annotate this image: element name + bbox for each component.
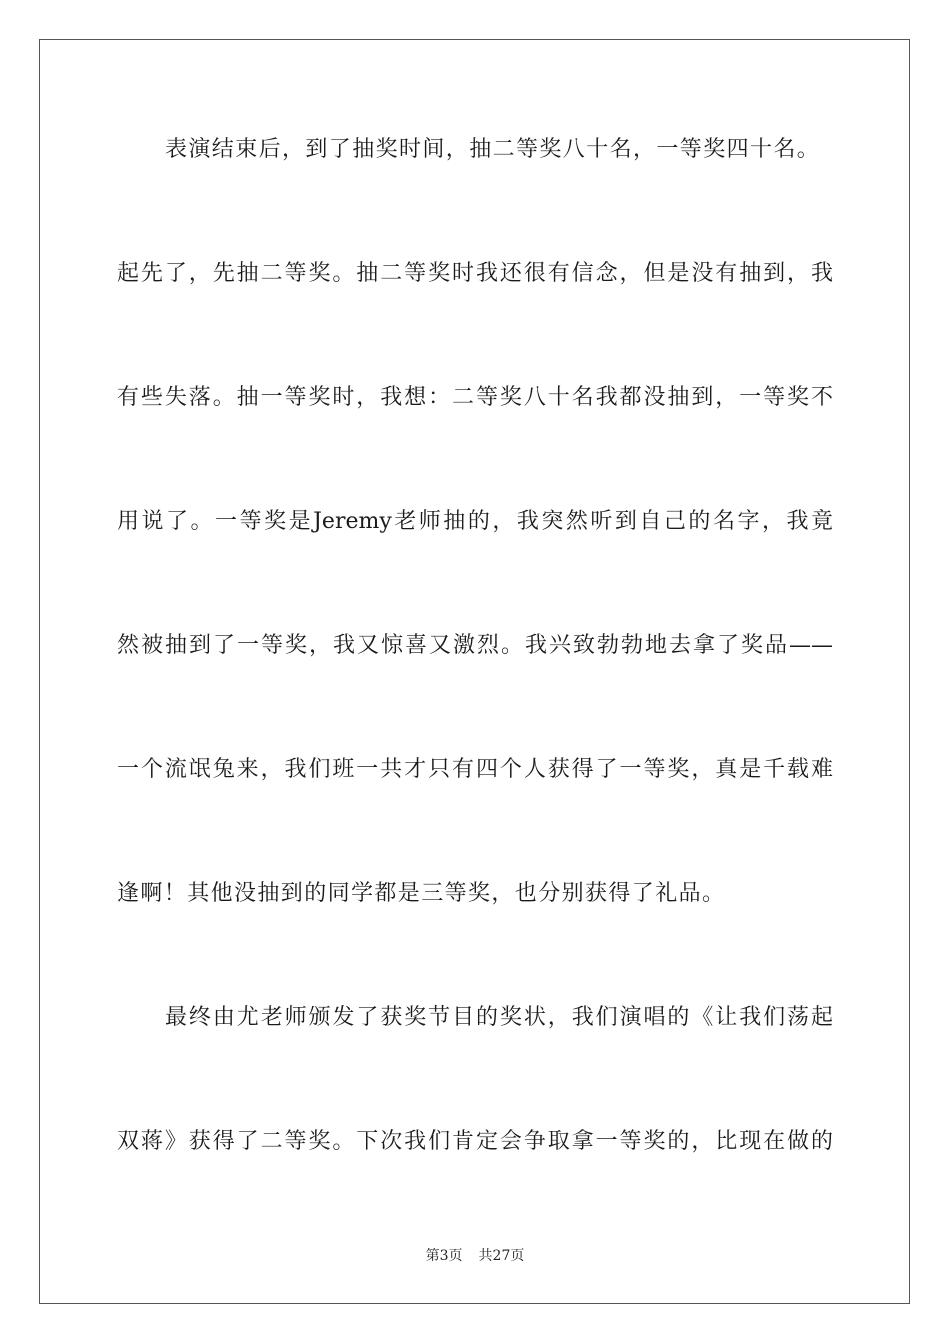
paragraph-line-1: 表演结束后，到了抽奖时间，抽二等奖八十名，一等奖四十名。 (165, 137, 821, 162)
page-footer (0, 1245, 950, 1265)
paragraph-line-3: 有些失落。抽一等奖时，我想：二等奖八十名我都没抽到，一等奖不 (117, 385, 833, 410)
paragraph-line-7: 逢啊！其他没抽到的同学都是三等奖，也分别获得了礼品。 (117, 881, 726, 906)
page-total: 共27页 (478, 1248, 525, 1264)
paragraph-line-8: 最终由尤老师颁发了获奖节目的奖状，我们演唱的《让我们荡起 (165, 1005, 833, 1030)
paragraph-line-4: 用说了。一等奖是Jeremy老师抽的，我突然听到自己的名字，我竟 (117, 509, 833, 534)
paragraph-line-2: 起先了，先抽二等奖。抽二等奖时我还很有信念，但是没有抽到，我 (117, 261, 833, 286)
paragraph-line-9: 双蒋》获得了二等奖。下次我们肯定会争取拿一等奖的，比现在做的 (117, 1129, 833, 1154)
page-number: 第3页 (425, 1248, 463, 1264)
paragraph-line-6: 一个流氓兔来，我们班一共才只有四个人获得了一等奖，真是千载难 (117, 757, 833, 782)
paragraph-line-5: 然被抽到了一等奖，我又惊喜又激烈。我兴致勃勃地去拿了奖品—— (117, 633, 833, 658)
page-border (39, 39, 910, 1304)
